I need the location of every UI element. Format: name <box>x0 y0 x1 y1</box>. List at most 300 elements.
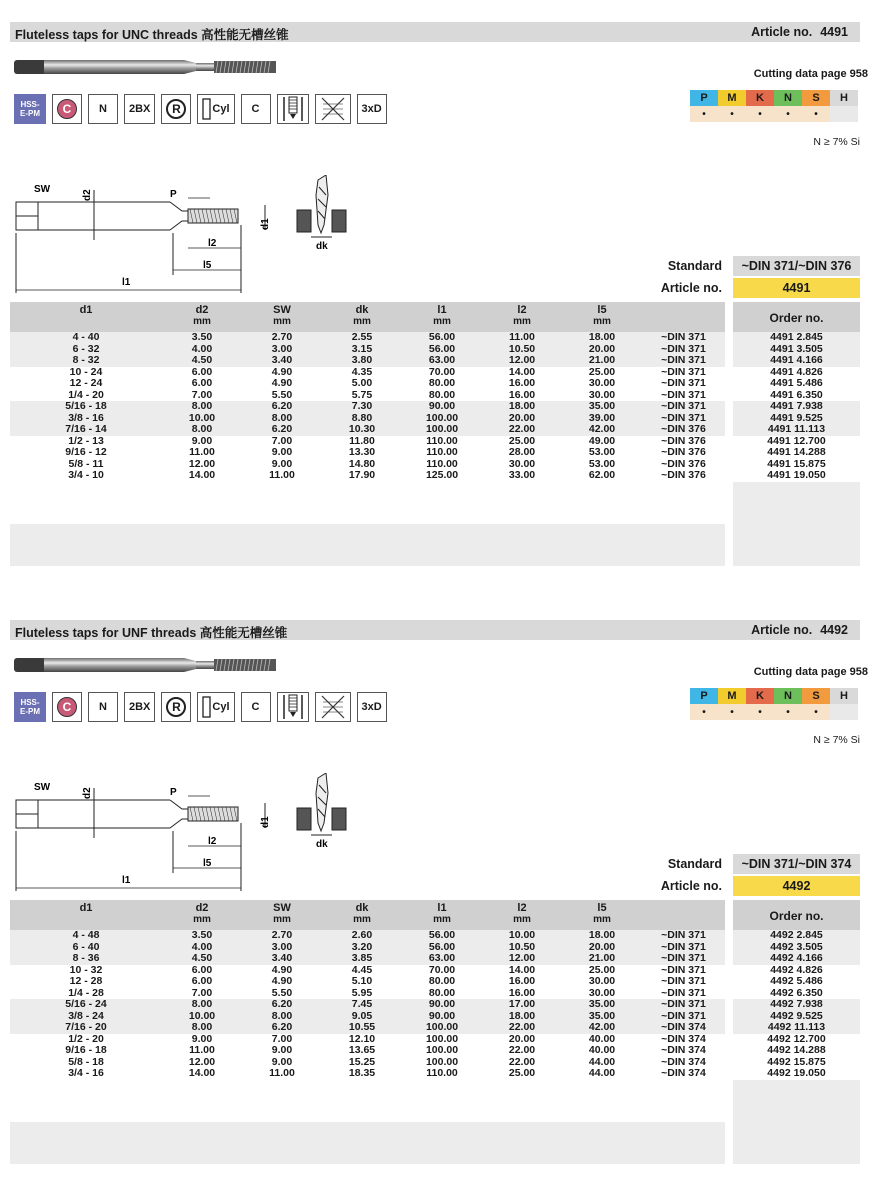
table-cell: 2.70 <box>271 929 293 941</box>
table-cell: ~DIN 376 <box>661 446 706 458</box>
table-cell: 8 - 36 <box>72 952 100 964</box>
table-row[interactable] <box>10 424 725 436</box>
order-number[interactable]: 4492 4.826 <box>733 965 860 977</box>
order-number[interactable]: 4491 4.166 <box>770 354 823 366</box>
table-cell: 30.00 <box>588 986 616 999</box>
table-cell: 3.00 <box>271 940 293 953</box>
table-cell: 80.00 <box>428 388 456 401</box>
order-header: Order no. <box>733 900 860 930</box>
table-cell: 2.70 <box>271 331 293 343</box>
table-cell: 11.00 <box>269 469 295 481</box>
table-cell: 18.00 <box>588 929 616 941</box>
property-icons <box>14 94 387 124</box>
table-cell: 10.50 <box>508 940 536 953</box>
table-cell: 39.00 <box>588 411 616 424</box>
table-cell: 110.00 <box>426 446 458 458</box>
property-icons <box>14 692 387 722</box>
drawing-label-sw: SW <box>34 184 51 195</box>
order-number[interactable]: 4492 15.875 <box>733 1057 860 1069</box>
material-dot: • <box>802 106 830 122</box>
table-cell: 5.10 <box>351 975 373 987</box>
table-row[interactable] <box>10 401 725 413</box>
table-cell: 21.00 <box>588 354 616 366</box>
table-cell: ~DIN 374 <box>661 1032 706 1045</box>
table-cell: 5.50 <box>271 986 293 999</box>
article-row-value: 4491 <box>733 278 860 298</box>
table-cell: 12.00 <box>188 1055 216 1068</box>
dimension-drawing <box>10 773 360 893</box>
table-cell: 7.00 <box>191 388 213 401</box>
article-number: 4492 <box>820 623 848 637</box>
dimension-drawing <box>10 175 360 295</box>
table-cell: 6.20 <box>271 1021 293 1033</box>
table-cell: 6.20 <box>271 423 293 435</box>
table-cell: 22.00 <box>508 1044 536 1056</box>
table-cell: 18.00 <box>508 400 536 412</box>
no-coolant-icon <box>315 94 351 124</box>
table-cell: ~DIN 376 <box>661 423 706 435</box>
col-sw: SW mm <box>273 304 291 327</box>
table-cell: 12 - 28 <box>69 975 103 987</box>
table-cell: 7.00 <box>271 434 293 447</box>
section-title: Fluteless taps for UNF threads 高性能无槽丝锥 <box>15 626 288 640</box>
table-cell: 4 - 48 <box>72 929 100 941</box>
material-n: N <box>774 688 802 704</box>
article-row <box>600 278 860 298</box>
table-cell: 56.00 <box>428 331 456 343</box>
cyl-label: Cyl <box>212 701 230 713</box>
article-row-value: 4492 <box>733 876 860 896</box>
table-cell: 3.20 <box>351 940 373 953</box>
material-dot: • <box>746 704 774 720</box>
table-row[interactable] <box>10 976 725 988</box>
order-number[interactable]: 4492 4.166 <box>770 952 823 964</box>
table-cell: 14.80 <box>348 457 376 470</box>
cylindrical-shank-icon <box>197 692 234 722</box>
table-cell: 18.00 <box>588 331 616 343</box>
table-cell: 20.00 <box>508 411 536 424</box>
table-cell: 1/4 - 28 <box>68 986 104 999</box>
table-cell: 8.00 <box>191 998 213 1010</box>
table-cell: ~DIN 374 <box>661 1067 706 1079</box>
article-row-label: Article no. <box>660 879 722 893</box>
table-cell: 30.00 <box>588 388 616 401</box>
order-number[interactable]: 4491 5.486 <box>733 378 860 390</box>
standard-label: Standard <box>667 259 722 273</box>
material-dot: • <box>690 106 718 122</box>
material-m: M <box>718 688 746 704</box>
row-group <box>10 332 725 367</box>
table-cell: 7/16 - 14 <box>65 423 107 435</box>
col-l2: l2 mm <box>513 304 531 327</box>
table-cell: 16.00 <box>508 388 536 401</box>
drawing-label-l5: l5 <box>203 858 212 869</box>
order-number[interactable]: 4492 5.486 <box>733 976 860 988</box>
material-s: S <box>802 90 830 106</box>
material-dot: • <box>690 704 718 720</box>
table-cell: 8.00 <box>271 411 293 424</box>
table-cell: 12.10 <box>348 1032 376 1045</box>
table-cell: 14.00 <box>188 469 216 481</box>
order-number[interactable]: 4491 19.050 <box>733 470 860 482</box>
drawing-label-l2: l2 <box>208 836 217 847</box>
table-cell: 49.00 <box>588 434 616 447</box>
table-cell: 17.90 <box>348 469 376 481</box>
table-cell: ~DIN 371 <box>661 342 706 355</box>
hss-label: HSS-E-PM <box>20 698 40 716</box>
table-cell: 125.00 <box>425 469 459 481</box>
table-cell: 12.00 <box>188 457 216 470</box>
table-cell: 15.25 <box>348 1055 376 1068</box>
standard-value: ~DIN 371/~DIN 374 <box>733 854 860 874</box>
material-dot <box>830 106 858 122</box>
table-cell: 90.00 <box>428 400 456 412</box>
order-number[interactable]: 4491 15.875 <box>733 459 860 471</box>
col-sw: SW mm <box>273 902 291 925</box>
table-cell: 8.00 <box>271 1009 293 1022</box>
table-cell: 30.00 <box>588 975 616 987</box>
blind-hole-icon <box>277 692 309 722</box>
row-group <box>10 965 725 1000</box>
section-header-bar <box>10 22 860 42</box>
table-cell: ~DIN 374 <box>661 1055 706 1068</box>
table-cell: ~DIN 371 <box>661 998 706 1010</box>
table-cell: 2.60 <box>351 929 373 941</box>
table-cell: 9.00 <box>191 1032 213 1045</box>
tap-tool-image <box>14 654 279 676</box>
table-cell: 3/4 - 16 <box>68 1067 104 1079</box>
table-cell: 80.00 <box>428 377 456 389</box>
table-cell: 6.00 <box>191 975 213 987</box>
table-cell: 5/8 - 18 <box>68 1055 104 1068</box>
hss-label: HSS-E-PM <box>20 100 40 118</box>
col-l5: l5 mm <box>593 304 611 327</box>
table-cell: 13.65 <box>348 1044 376 1056</box>
table-cell: 2.55 <box>351 331 373 343</box>
table-cell: 100.00 <box>425 423 459 435</box>
material-dot: • <box>718 106 746 122</box>
table-cell: 6.00 <box>191 365 213 378</box>
table-row[interactable] <box>10 1068 725 1080</box>
table-cell: 56.00 <box>428 940 456 953</box>
table-cell: 1/4 - 20 <box>68 388 104 401</box>
table-cell: 25.00 <box>588 963 616 976</box>
table-spacer <box>10 524 725 566</box>
table-cell: 44.00 <box>588 1055 616 1068</box>
rh-label: R <box>166 99 186 119</box>
table-cell: 8.00 <box>191 400 213 412</box>
table-cell: 12.00 <box>508 952 536 964</box>
table-body <box>10 332 725 482</box>
table-row[interactable] <box>10 470 725 482</box>
drawing-label-p: P <box>170 189 177 200</box>
col-l2: l2 mm <box>513 902 531 925</box>
cylindrical-shank-icon <box>197 94 234 124</box>
order-number[interactable]: 4492 11.113 <box>767 1021 826 1033</box>
table-cell: 5/8 - 11 <box>68 457 104 470</box>
standard-label: Standard <box>667 857 722 871</box>
product-section <box>0 598 870 1187</box>
col-dk: dk mm <box>353 902 371 925</box>
row-group <box>10 930 725 965</box>
material-dot: • <box>718 704 746 720</box>
table-row[interactable] <box>10 1045 725 1057</box>
table-cell: 5/16 - 24 <box>65 998 107 1010</box>
drawing-label-l1: l1 <box>122 875 131 886</box>
table-cell: 6.00 <box>191 963 213 976</box>
coating-icon <box>52 692 82 722</box>
table-cell: 11.00 <box>509 331 535 343</box>
order-number[interactable]: 4492 9.525 <box>770 1009 823 1022</box>
cyl-label: Cyl <box>212 103 230 115</box>
table-cell: 7.00 <box>271 1032 293 1045</box>
right-hand-thread-icon <box>161 692 191 722</box>
table-cell: 6 - 32 <box>72 342 100 355</box>
table-cell: 14.00 <box>188 1067 216 1079</box>
order-number[interactable]: 4491 7.938 <box>770 400 823 412</box>
table-cell: 10.55 <box>348 1021 376 1033</box>
col-l1: l1 mm <box>433 902 451 925</box>
row-group <box>10 999 725 1034</box>
order-number-column <box>733 900 860 1164</box>
order-spacer <box>733 1080 860 1164</box>
hss-e-pm-icon <box>14 94 46 124</box>
coating-label: C <box>57 697 77 717</box>
table-cell: 12 - 24 <box>69 377 103 389</box>
table-cell: 14.00 <box>508 963 536 976</box>
cutting-data-ref[interactable]: Cutting data page 958 <box>753 68 868 80</box>
table-cell: 5.50 <box>271 388 293 401</box>
order-number[interactable]: 4491 12.700 <box>733 436 860 448</box>
table-cell: 9.00 <box>271 1055 293 1068</box>
drawing-label-l5: l5 <box>203 260 212 271</box>
n-material-icon: N <box>88 94 118 124</box>
drawing-label-d1: d1 <box>260 816 271 828</box>
table-cell: ~DIN 371 <box>661 388 706 401</box>
order-number[interactable]: 4492 6.350 <box>733 988 860 1000</box>
table-row[interactable] <box>10 378 725 390</box>
order-number[interactable]: 4491 14.288 <box>733 447 860 459</box>
silicon-note: N ≥ 7% Si <box>813 136 860 148</box>
table-cell: 3.00 <box>271 342 293 355</box>
2bx-tolerance-icon: 2BX <box>124 94 155 124</box>
table-header <box>10 302 725 332</box>
table-cell: 9.00 <box>271 446 293 458</box>
table-cell: ~DIN 371 <box>661 331 706 343</box>
coating-icon <box>52 94 82 124</box>
material-p: P <box>690 90 718 106</box>
order-number[interactable]: 4491 4.826 <box>733 367 860 379</box>
table-cell: 20.00 <box>588 342 616 355</box>
order-number[interactable]: 4491 9.525 <box>770 411 823 424</box>
table-cell: ~DIN 371 <box>661 929 706 941</box>
table-cell: 62.00 <box>588 469 616 481</box>
table-cell: 4.90 <box>271 365 293 378</box>
table-cell: ~DIN 374 <box>661 1021 706 1033</box>
table-row[interactable] <box>10 447 725 459</box>
material-dot: • <box>774 704 802 720</box>
table-cell: 5.00 <box>351 377 373 389</box>
table-cell: 56.00 <box>428 342 456 355</box>
table-cell: 42.00 <box>588 1021 616 1033</box>
table-cell: 1/2 - 13 <box>68 434 104 447</box>
table-cell: 16.00 <box>508 986 536 999</box>
table-cell: 4 - 40 <box>72 331 100 343</box>
table-cell: ~DIN 376 <box>661 434 706 447</box>
table-cell: 6.00 <box>191 377 213 389</box>
table-cell: 4.00 <box>191 940 213 953</box>
drawing-label-d1: d1 <box>260 218 271 230</box>
chamfer-c-icon: C <box>241 94 271 124</box>
drawing-label-l1: l1 <box>122 277 131 288</box>
table-cell: 44.00 <box>588 1067 616 1079</box>
table-cell: 18.00 <box>508 1009 536 1022</box>
table-cell: 56.00 <box>428 929 456 941</box>
table-cell: 25.00 <box>508 1067 536 1079</box>
no-coolant-icon <box>315 692 351 722</box>
table-row[interactable] <box>10 355 725 367</box>
col-d2: d2 mm <box>193 902 211 925</box>
table-cell: 16.00 <box>508 975 536 987</box>
table-cell: ~DIN 374 <box>661 1044 706 1056</box>
order-body <box>733 332 860 482</box>
col-d1: d1 <box>79 304 93 316</box>
col-d1: d1 <box>79 902 93 914</box>
order-header: Order no. <box>733 302 860 332</box>
table-cell: ~DIN 371 <box>661 365 706 378</box>
material-h: H <box>830 688 858 704</box>
table-row[interactable] <box>10 999 725 1011</box>
table-cell: 100.00 <box>425 411 459 424</box>
order-number[interactable]: 4491 3.505 <box>770 342 823 355</box>
order-number[interactable]: 4492 12.700 <box>733 1034 860 1046</box>
table-cell: 10.00 <box>188 411 216 424</box>
table-cell: 4.45 <box>351 963 373 976</box>
table-cell: 30.00 <box>508 457 536 470</box>
material-dot: • <box>746 106 774 122</box>
table-cell: 35.00 <box>588 400 616 412</box>
table-cell: 4.90 <box>271 377 293 389</box>
order-body <box>733 930 860 1080</box>
tap-tool-image <box>14 56 279 78</box>
table-cell: 11.80 <box>349 434 375 447</box>
drawing-label-d2: d2 <box>82 189 93 201</box>
table-cell: ~DIN 371 <box>661 986 706 999</box>
article-row <box>600 876 860 896</box>
table-cell: 5.95 <box>351 986 373 999</box>
order-number[interactable]: 4492 3.505 <box>770 940 823 953</box>
order-number[interactable]: 4491 2.845 <box>770 331 823 343</box>
dimensions-table <box>10 302 725 566</box>
table-cell: 100.00 <box>425 1021 459 1033</box>
table-cell: 3.40 <box>271 354 293 366</box>
table-cell: 110.00 <box>426 1067 458 1079</box>
table-cell: ~DIN 371 <box>661 377 706 389</box>
table-cell: ~DIN 371 <box>661 354 706 366</box>
table-cell: 100.00 <box>425 1055 459 1068</box>
table-cell: 10.00 <box>188 1009 216 1022</box>
table-cell: 20.00 <box>508 1032 536 1045</box>
article-number: 4491 <box>820 25 848 39</box>
table-cell: 9.00 <box>191 434 213 447</box>
table-cell: 70.00 <box>428 365 456 378</box>
table-cell: 25.00 <box>588 365 616 378</box>
table-cell: 8.80 <box>351 411 373 424</box>
table-cell: 100.00 <box>425 1032 459 1045</box>
table-cell: 4.50 <box>191 952 213 964</box>
article-row-label: Article no. <box>660 281 722 295</box>
table-cell: 4.00 <box>191 342 213 355</box>
rh-label: R <box>166 697 186 717</box>
order-number[interactable]: 4492 7.938 <box>770 998 823 1010</box>
table-cell: ~DIN 371 <box>661 940 706 953</box>
table-cell: 8.00 <box>191 1021 213 1033</box>
order-spacer <box>733 482 860 566</box>
chamfer-c-icon: C <box>241 692 271 722</box>
table-cell: 40.00 <box>588 1032 616 1045</box>
article-label: Article no. <box>751 25 813 39</box>
table-row[interactable] <box>10 1022 725 1034</box>
table-cell: 4.90 <box>271 975 293 987</box>
n-material-icon: N <box>88 692 118 722</box>
table-cell: 7/16 - 20 <box>65 1021 107 1033</box>
table-cell: 7.00 <box>191 986 213 999</box>
table-cell: 10 - 32 <box>69 963 103 976</box>
table-cell: 6 - 40 <box>72 940 100 953</box>
table-cell: 110.00 <box>426 457 458 470</box>
table-row[interactable] <box>10 953 725 965</box>
table-cell: 16.00 <box>508 377 536 389</box>
order-number[interactable]: 4491 11.113 <box>767 423 826 435</box>
section-header-bar <box>10 620 860 640</box>
material-s: S <box>802 688 830 704</box>
standard-row <box>600 256 860 276</box>
table-cell: 6.20 <box>271 998 293 1010</box>
order-number[interactable]: 4492 14.288 <box>733 1045 860 1057</box>
table-cell: 42.00 <box>588 423 616 435</box>
table-row[interactable] <box>10 332 725 344</box>
table-row[interactable] <box>10 930 725 942</box>
material-k: K <box>746 90 774 106</box>
product-section <box>0 0 870 590</box>
material-p: P <box>690 688 718 704</box>
material-dot: • <box>802 704 830 720</box>
table-cell: ~DIN 371 <box>661 400 706 412</box>
table-cell: 1/2 - 20 <box>68 1032 104 1045</box>
table-cell: 22.00 <box>508 423 536 435</box>
section-article <box>743 623 848 637</box>
table-cell: 4.50 <box>191 354 213 366</box>
order-number[interactable]: 4492 2.845 <box>770 929 823 941</box>
article-label: Article no. <box>751 623 813 637</box>
row-group <box>10 401 725 436</box>
table-cell: 110.00 <box>426 434 458 447</box>
material-dot: • <box>774 106 802 122</box>
table-cell: 63.00 <box>428 354 456 366</box>
order-number[interactable]: 4491 6.350 <box>733 390 860 402</box>
order-number[interactable]: 4492 19.050 <box>733 1068 860 1080</box>
table-cell: 5/16 - 18 <box>65 400 107 412</box>
order-number-column <box>733 302 860 566</box>
table-cell: 10.50 <box>508 342 536 355</box>
table-cell: ~DIN 371 <box>661 411 706 424</box>
table-cell: ~DIN 371 <box>661 1009 706 1022</box>
cutting-data-ref[interactable]: Cutting data page 958 <box>753 666 868 678</box>
standard-value: ~DIN 371/~DIN 376 <box>733 256 860 276</box>
table-cell: 5.75 <box>351 388 373 401</box>
table-cell: 10 - 24 <box>69 365 103 378</box>
table-cell: 90.00 <box>428 1009 456 1022</box>
